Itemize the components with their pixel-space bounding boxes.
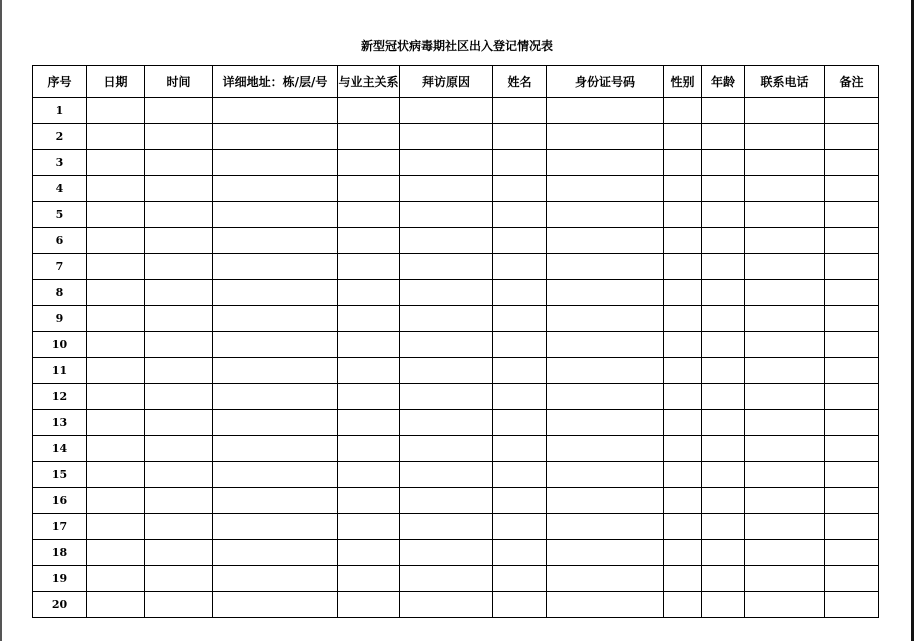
- table-cell[interactable]: [87, 514, 145, 540]
- table-cell[interactable]: [400, 358, 493, 384]
- table-cell[interactable]: [87, 176, 145, 202]
- registration-table: [32, 65, 879, 618]
- table-cell[interactable]: [547, 384, 664, 410]
- table-cell[interactable]: [745, 254, 825, 280]
- header-row: [33, 66, 879, 98]
- row-number: 6: [33, 228, 87, 254]
- table-row: [33, 566, 879, 592]
- table-cell[interactable]: [493, 540, 547, 566]
- table-cell[interactable]: [145, 384, 213, 410]
- table-cell[interactable]: [547, 514, 664, 540]
- table-cell[interactable]: [825, 98, 879, 124]
- table-row: [33, 592, 879, 618]
- column-header: 拜访原因: [400, 66, 493, 98]
- table-cell[interactable]: [87, 462, 145, 488]
- table-cell[interactable]: [702, 332, 745, 358]
- table-cell[interactable]: [664, 228, 702, 254]
- table-cell[interactable]: [825, 540, 879, 566]
- table-cell[interactable]: [87, 202, 145, 228]
- table-row: [33, 176, 879, 202]
- table-cell[interactable]: [825, 358, 879, 384]
- table-cell[interactable]: [87, 410, 145, 436]
- table-cell[interactable]: [493, 202, 547, 228]
- table-cell[interactable]: [213, 436, 338, 462]
- row-number: 17: [33, 514, 87, 540]
- table-row: [33, 384, 879, 410]
- table-cell[interactable]: [702, 540, 745, 566]
- table-cell[interactable]: [493, 228, 547, 254]
- table-row: [33, 280, 879, 306]
- table-cell[interactable]: [702, 384, 745, 410]
- table-cell[interactable]: [745, 410, 825, 436]
- table-cell[interactable]: [213, 566, 338, 592]
- table-cell[interactable]: [145, 462, 213, 488]
- column-header: 日期: [87, 66, 145, 98]
- table-cell[interactable]: [547, 124, 664, 150]
- table-cell[interactable]: [145, 202, 213, 228]
- table-cell[interactable]: [702, 566, 745, 592]
- table-row: [33, 98, 879, 124]
- table-cell[interactable]: [338, 228, 400, 254]
- row-number: 20: [33, 592, 87, 618]
- table-cell[interactable]: [338, 540, 400, 566]
- table-cell[interactable]: [338, 332, 400, 358]
- table-cell[interactable]: [825, 410, 879, 436]
- table-cell[interactable]: [338, 280, 400, 306]
- table-cell[interactable]: [145, 254, 213, 280]
- table-row: [33, 488, 879, 514]
- table-cell[interactable]: [400, 254, 493, 280]
- row-number: 3: [33, 150, 87, 176]
- table-cell[interactable]: [547, 98, 664, 124]
- table-cell[interactable]: [400, 436, 493, 462]
- table-cell[interactable]: [664, 306, 702, 332]
- table-cell[interactable]: [664, 332, 702, 358]
- table-row: [33, 358, 879, 384]
- table-cell[interactable]: [825, 150, 879, 176]
- table-cell[interactable]: [493, 566, 547, 592]
- table-cell[interactable]: [338, 410, 400, 436]
- table-cell[interactable]: [493, 306, 547, 332]
- table-cell[interactable]: [702, 592, 745, 618]
- table-cell[interactable]: [400, 462, 493, 488]
- row-number: 19: [33, 566, 87, 592]
- row-number: 14: [33, 436, 87, 462]
- table-cell[interactable]: [745, 176, 825, 202]
- table-cell[interactable]: [664, 124, 702, 150]
- table-cell[interactable]: [87, 540, 145, 566]
- table-cell[interactable]: [145, 410, 213, 436]
- row-number: 18: [33, 540, 87, 566]
- table-cell[interactable]: [745, 358, 825, 384]
- table-cell[interactable]: [745, 124, 825, 150]
- table-cell[interactable]: [145, 280, 213, 306]
- table-cell[interactable]: [145, 124, 213, 150]
- table-cell[interactable]: [400, 280, 493, 306]
- table-cell[interactable]: [664, 592, 702, 618]
- table-cell[interactable]: [664, 176, 702, 202]
- table-cell[interactable]: [702, 254, 745, 280]
- table-cell[interactable]: [825, 306, 879, 332]
- table-cell[interactable]: [338, 124, 400, 150]
- table-cell[interactable]: [400, 306, 493, 332]
- table-cell[interactable]: [664, 254, 702, 280]
- row-number: 13: [33, 410, 87, 436]
- table-cell[interactable]: [745, 332, 825, 358]
- table-cell[interactable]: [87, 98, 145, 124]
- table-cell[interactable]: [87, 488, 145, 514]
- table-cell[interactable]: [493, 592, 547, 618]
- column-header: 序号: [33, 66, 87, 98]
- table-row: [33, 228, 879, 254]
- table-cell[interactable]: [87, 384, 145, 410]
- table-cell[interactable]: [213, 488, 338, 514]
- table-cell[interactable]: [702, 98, 745, 124]
- table-row: [33, 462, 879, 488]
- table-cell[interactable]: [87, 254, 145, 280]
- table-cell[interactable]: [493, 488, 547, 514]
- table-cell[interactable]: [145, 488, 213, 514]
- table-cell[interactable]: [213, 332, 338, 358]
- table-cell[interactable]: [547, 358, 664, 384]
- table-cell[interactable]: [213, 124, 338, 150]
- table-cell[interactable]: [213, 592, 338, 618]
- table-cell[interactable]: [338, 98, 400, 124]
- table-cell[interactable]: [145, 566, 213, 592]
- table-cell[interactable]: [213, 462, 338, 488]
- table-cell[interactable]: [547, 462, 664, 488]
- table-cell[interactable]: [702, 462, 745, 488]
- table-row: [33, 540, 879, 566]
- column-header: 时间: [145, 66, 213, 98]
- table-cell[interactable]: [493, 436, 547, 462]
- table-cell[interactable]: [825, 332, 879, 358]
- table-cell[interactable]: [400, 566, 493, 592]
- table-cell[interactable]: [547, 540, 664, 566]
- table-cell[interactable]: [547, 332, 664, 358]
- table-cell[interactable]: [493, 332, 547, 358]
- table-cell[interactable]: [745, 150, 825, 176]
- table-cell[interactable]: [745, 384, 825, 410]
- page-left-edge: [0, 0, 2, 641]
- table-cell[interactable]: [400, 150, 493, 176]
- table-cell[interactable]: [664, 150, 702, 176]
- row-number: 15: [33, 462, 87, 488]
- table-cell[interactable]: [87, 228, 145, 254]
- table-cell[interactable]: [213, 98, 338, 124]
- table-cell[interactable]: [745, 462, 825, 488]
- table-row: [33, 332, 879, 358]
- table-cell[interactable]: [664, 384, 702, 410]
- table-cell[interactable]: [145, 540, 213, 566]
- table-cell[interactable]: [825, 254, 879, 280]
- table-cell[interactable]: [493, 384, 547, 410]
- table-cell[interactable]: [745, 540, 825, 566]
- table-cell[interactable]: [745, 228, 825, 254]
- table-cell[interactable]: [664, 462, 702, 488]
- table-cell[interactable]: [745, 566, 825, 592]
- table-cell[interactable]: [338, 436, 400, 462]
- table-row: [33, 150, 879, 176]
- table-cell[interactable]: [547, 202, 664, 228]
- table-cell[interactable]: [702, 150, 745, 176]
- table-cell[interactable]: [825, 384, 879, 410]
- table-cell[interactable]: [145, 306, 213, 332]
- table-row: [33, 202, 879, 228]
- table-cell[interactable]: [87, 332, 145, 358]
- table-cell[interactable]: [825, 124, 879, 150]
- table-cell[interactable]: [213, 228, 338, 254]
- table-cell[interactable]: [664, 280, 702, 306]
- table-cell[interactable]: [213, 150, 338, 176]
- table-cell[interactable]: [493, 358, 547, 384]
- table-cell[interactable]: [87, 124, 145, 150]
- table-cell[interactable]: [547, 306, 664, 332]
- table-cell[interactable]: [493, 150, 547, 176]
- column-header: 身份证号码: [547, 66, 664, 98]
- table-cell[interactable]: [664, 436, 702, 462]
- table-cell[interactable]: [338, 462, 400, 488]
- table-cell[interactable]: [493, 98, 547, 124]
- table-cell[interactable]: [400, 202, 493, 228]
- table-cell[interactable]: [213, 176, 338, 202]
- table-cell[interactable]: [493, 176, 547, 202]
- table-cell[interactable]: [825, 488, 879, 514]
- table-row: [33, 306, 879, 332]
- table-cell[interactable]: [702, 358, 745, 384]
- table-cell[interactable]: [87, 566, 145, 592]
- table-cell[interactable]: [213, 280, 338, 306]
- table-cell[interactable]: [547, 176, 664, 202]
- table-cell[interactable]: [213, 384, 338, 410]
- table-cell[interactable]: [338, 202, 400, 228]
- table-cell[interactable]: [213, 358, 338, 384]
- table-cell[interactable]: [745, 280, 825, 306]
- table-cell[interactable]: [547, 150, 664, 176]
- column-header: 详细地址：栋/层/号: [213, 66, 338, 98]
- table-cell[interactable]: [338, 176, 400, 202]
- table-cell[interactable]: [87, 592, 145, 618]
- row-number: 2: [33, 124, 87, 150]
- table-cell[interactable]: [825, 592, 879, 618]
- table-cell[interactable]: [702, 202, 745, 228]
- table-cell[interactable]: [400, 540, 493, 566]
- table-cell[interactable]: [213, 254, 338, 280]
- table-cell[interactable]: [745, 592, 825, 618]
- table-cell[interactable]: [745, 202, 825, 228]
- page-title: 新型冠状病毒期社区出入登记情况表: [360, 39, 553, 53]
- table-cell[interactable]: [493, 514, 547, 540]
- table-row: [33, 410, 879, 436]
- table-cell[interactable]: [547, 488, 664, 514]
- table-cell[interactable]: [213, 202, 338, 228]
- table-cell[interactable]: [547, 254, 664, 280]
- table-cell[interactable]: [400, 384, 493, 410]
- table-cell[interactable]: [664, 540, 702, 566]
- table-cell[interactable]: [400, 228, 493, 254]
- row-number: 8: [33, 280, 87, 306]
- table-cell[interactable]: [702, 228, 745, 254]
- table-cell[interactable]: [547, 280, 664, 306]
- table-cell[interactable]: [825, 176, 879, 202]
- column-header: 姓名: [493, 66, 547, 98]
- row-number: 16: [33, 488, 87, 514]
- table-cell[interactable]: [87, 306, 145, 332]
- table-cell[interactable]: [145, 176, 213, 202]
- table-cell[interactable]: [400, 332, 493, 358]
- row-number: 7: [33, 254, 87, 280]
- row-number: 9: [33, 306, 87, 332]
- table-cell[interactable]: [493, 254, 547, 280]
- table-cell[interactable]: [745, 306, 825, 332]
- table-cell[interactable]: [825, 280, 879, 306]
- column-header: 备注: [825, 66, 879, 98]
- table-cell[interactable]: [338, 306, 400, 332]
- table-cell[interactable]: [145, 514, 213, 540]
- table-cell[interactable]: [547, 410, 664, 436]
- table-cell[interactable]: [825, 202, 879, 228]
- table-cell[interactable]: [87, 280, 145, 306]
- table-cell[interactable]: [664, 514, 702, 540]
- table-cell[interactable]: [825, 566, 879, 592]
- table-cell[interactable]: [664, 410, 702, 436]
- row-number: 12: [33, 384, 87, 410]
- table-cell[interactable]: [493, 410, 547, 436]
- table-cell[interactable]: [213, 540, 338, 566]
- table-cell[interactable]: [338, 566, 400, 592]
- column-header: 与业主关系: [338, 66, 400, 98]
- table-cell[interactable]: [213, 410, 338, 436]
- row-number: 11: [33, 358, 87, 384]
- table-cell[interactable]: [702, 488, 745, 514]
- table-cell[interactable]: [400, 124, 493, 150]
- table-cell[interactable]: [213, 514, 338, 540]
- table-cell[interactable]: [493, 462, 547, 488]
- column-header: 年龄: [702, 66, 745, 98]
- table-cell[interactable]: [145, 332, 213, 358]
- table-cell[interactable]: [664, 566, 702, 592]
- table-cell[interactable]: [664, 358, 702, 384]
- table-cell[interactable]: [145, 150, 213, 176]
- table-cell[interactable]: [664, 202, 702, 228]
- table-cell[interactable]: [702, 280, 745, 306]
- table-cell[interactable]: [745, 488, 825, 514]
- table-cell[interactable]: [213, 306, 338, 332]
- table-cell[interactable]: [825, 436, 879, 462]
- column-header: 联系电话: [745, 66, 825, 98]
- table-cell[interactable]: [702, 124, 745, 150]
- row-number: 4: [33, 176, 87, 202]
- table-cell[interactable]: [400, 176, 493, 202]
- table-cell[interactable]: [145, 98, 213, 124]
- table-cell[interactable]: [702, 306, 745, 332]
- table-cell[interactable]: [338, 254, 400, 280]
- table-cell[interactable]: [87, 436, 145, 462]
- table-row: [33, 514, 879, 540]
- row-number: 5: [33, 202, 87, 228]
- table-cell[interactable]: [400, 592, 493, 618]
- table-cell[interactable]: [145, 358, 213, 384]
- table-cell[interactable]: [702, 176, 745, 202]
- table-cell[interactable]: [664, 488, 702, 514]
- row-number: 1: [33, 98, 87, 124]
- table-cell[interactable]: [493, 124, 547, 150]
- table-cell[interactable]: [745, 514, 825, 540]
- table-cell[interactable]: [745, 436, 825, 462]
- table-cell[interactable]: [400, 410, 493, 436]
- table-cell[interactable]: [825, 462, 879, 488]
- table-cell[interactable]: [547, 592, 664, 618]
- table-cell[interactable]: [400, 488, 493, 514]
- table-cell[interactable]: [87, 358, 145, 384]
- table-cell[interactable]: [745, 98, 825, 124]
- table-row: [33, 436, 879, 462]
- table-cell[interactable]: [493, 280, 547, 306]
- table-cell[interactable]: [547, 566, 664, 592]
- table-cell[interactable]: [338, 150, 400, 176]
- table-cell[interactable]: [338, 514, 400, 540]
- table-cell[interactable]: [145, 436, 213, 462]
- table-cell[interactable]: [547, 436, 664, 462]
- table-cell[interactable]: [400, 514, 493, 540]
- table-cell[interactable]: [825, 228, 879, 254]
- table-cell[interactable]: [400, 98, 493, 124]
- table-cell[interactable]: [338, 358, 400, 384]
- table-cell[interactable]: [338, 384, 400, 410]
- table-cell[interactable]: [825, 514, 879, 540]
- table-cell[interactable]: [547, 228, 664, 254]
- table-cell[interactable]: [338, 592, 400, 618]
- table-cell[interactable]: [87, 150, 145, 176]
- table-row: [33, 254, 879, 280]
- table-cell[interactable]: [702, 514, 745, 540]
- table-cell[interactable]: [338, 488, 400, 514]
- table-cell[interactable]: [702, 410, 745, 436]
- table-cell[interactable]: [664, 98, 702, 124]
- table-cell[interactable]: [145, 228, 213, 254]
- column-header: 性别: [664, 66, 702, 98]
- table-row: [33, 124, 879, 150]
- table-cell[interactable]: [702, 436, 745, 462]
- row-number: 10: [33, 332, 87, 358]
- table-cell[interactable]: [145, 592, 213, 618]
